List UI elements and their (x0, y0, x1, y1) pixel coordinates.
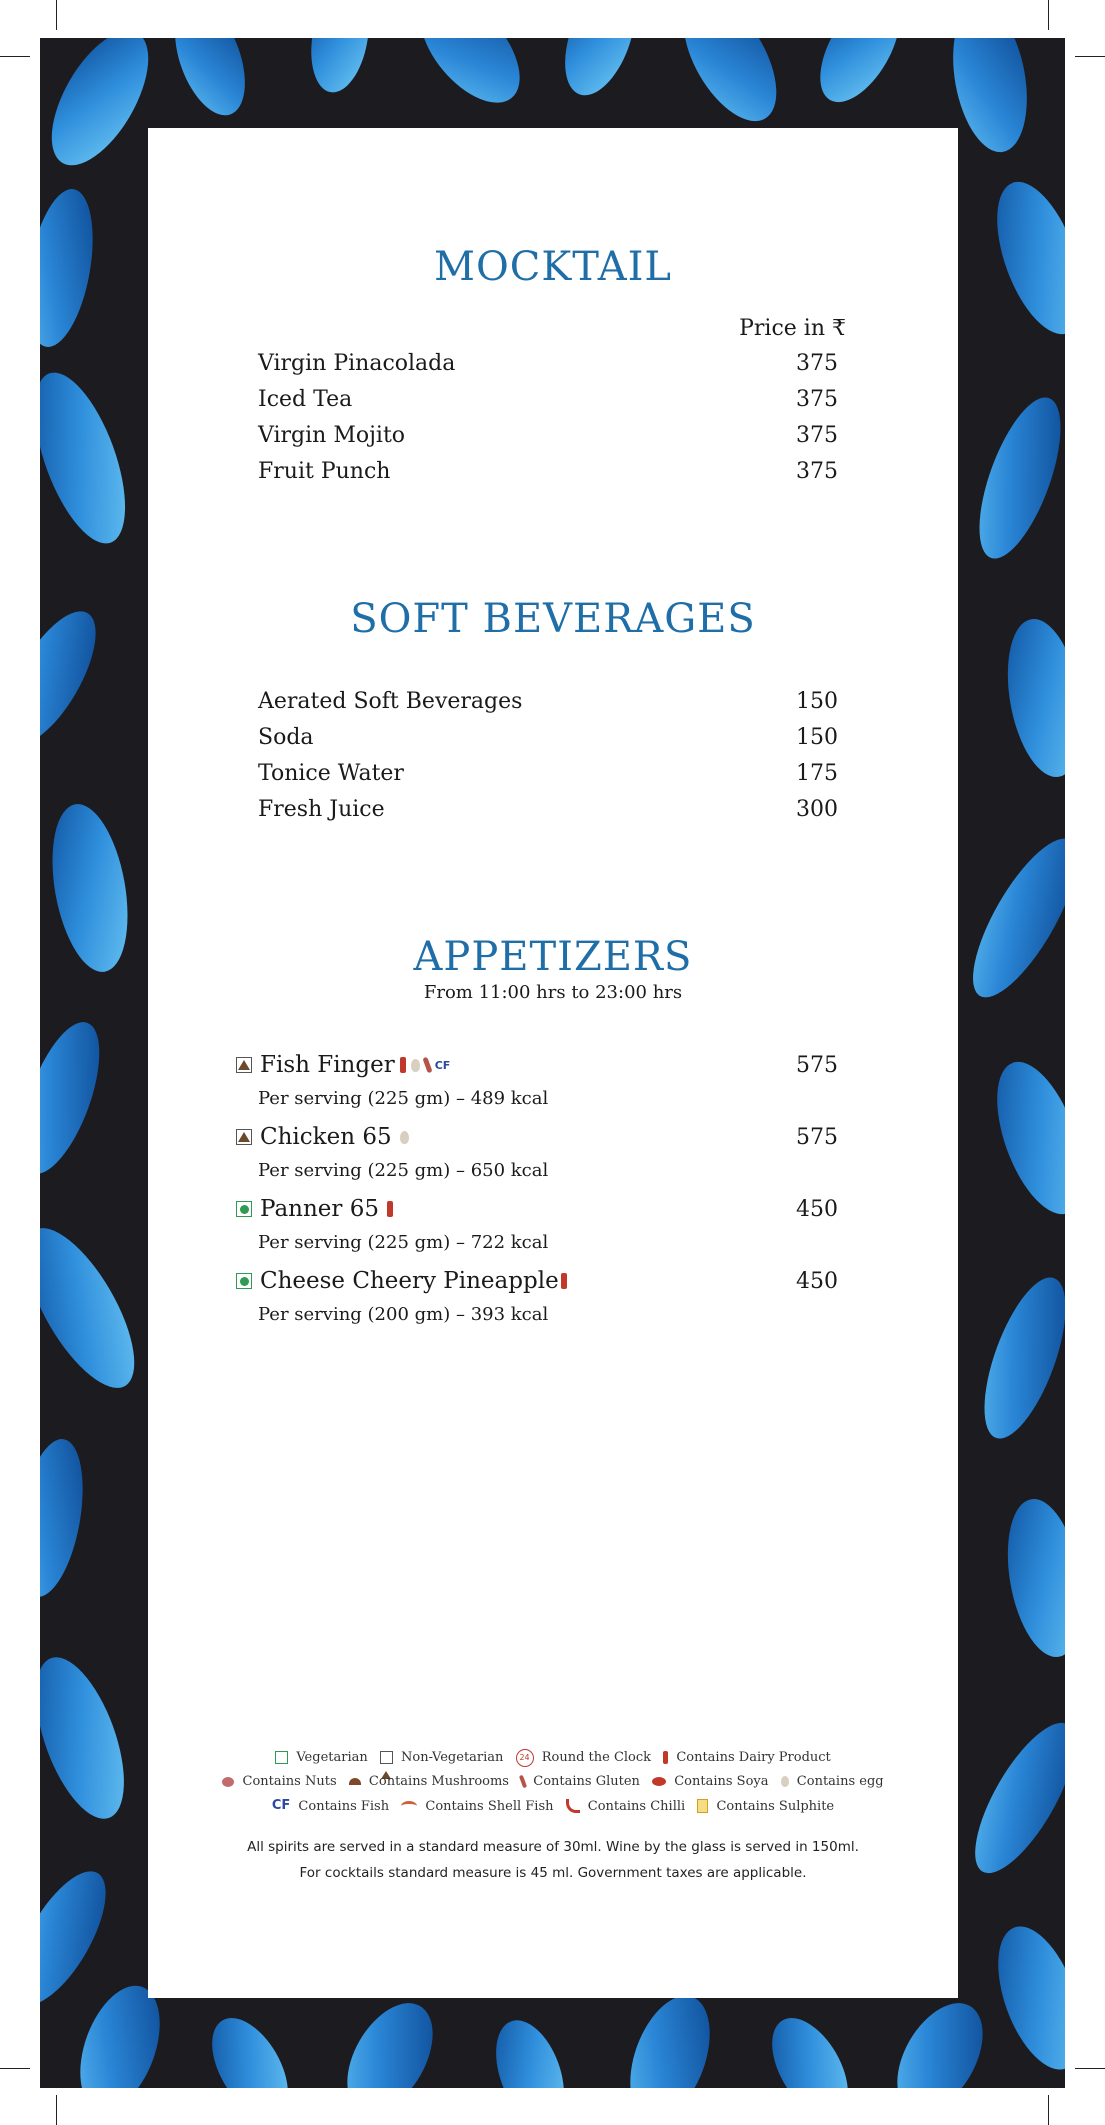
item-price: 175 (796, 760, 838, 786)
menu-panel (148, 128, 958, 1998)
decorative-petal (757, 2005, 864, 2088)
decorative-petal (197, 2005, 304, 2088)
crop-mark (56, 2095, 57, 2125)
item-name: Fish Finger (260, 1052, 395, 1078)
legend-item-shellfish: Contains Shell Fish (401, 1799, 557, 1814)
decorative-petal (40, 184, 103, 352)
item-name: Fresh Juice (258, 796, 385, 822)
non-veg-icon (236, 1129, 252, 1145)
section-title-soft-beverages: SOFT BEVERAGES (350, 596, 756, 642)
item-price: 450 (796, 1196, 838, 1222)
non-veg-icon (380, 1751, 393, 1764)
fish-icon: CF (434, 1058, 451, 1072)
item-name: Tonice Water (258, 760, 404, 786)
legend-item-vegetarian: Vegetarian (275, 1750, 372, 1765)
decorative-petal (615, 1985, 725, 2088)
dairy-icon (400, 1057, 406, 1073)
item-price: 375 (796, 422, 838, 448)
item-name: Soda (258, 724, 314, 750)
crop-mark (0, 2068, 30, 2069)
gluten-icon (422, 1057, 432, 1074)
item-serving-info: Per serving (225 gm) – 722 kcal (258, 1232, 549, 1253)
item-price: 575 (796, 1124, 838, 1150)
crop-mark (1048, 0, 1049, 30)
item-name: Virgin Mojito (258, 422, 406, 448)
decorative-petal (551, 38, 648, 105)
legend-item-soya: Contains Soya (652, 1774, 773, 1789)
legend-item-fish: CF Contains Fish (272, 1799, 393, 1814)
clock-icon: 24 (516, 1749, 534, 1767)
decorative-petal (980, 1051, 1065, 1225)
veg-icon (236, 1273, 252, 1289)
mushroom-icon (349, 1778, 361, 1785)
item-price: 150 (796, 688, 838, 714)
legend-item-non-vegetarian: Non-Vegetarian (380, 1750, 508, 1765)
crop-mark (56, 0, 57, 30)
legend-item-sulphite: Contains Sulphite (697, 1799, 834, 1814)
item-name: Fruit Punch (258, 458, 391, 484)
egg-icon (781, 1776, 789, 1787)
item-serving-info: Per serving (225 gm) – 489 kcal (258, 1088, 549, 1109)
item-price: 575 (796, 1052, 838, 1078)
footer-line: For cocktails standard measure is 45 ml. Government taxes are applicable. (299, 1865, 807, 1881)
item-name: Cheese Cheery Pineapple (260, 1268, 559, 1294)
item-serving-info: Per serving (225 gm) – 650 kcal (258, 1160, 549, 1181)
menu-item (236, 1264, 838, 1298)
decorative-petal (161, 38, 258, 125)
decorative-petal (880, 1989, 1001, 2088)
decorative-petal (40, 1434, 93, 1602)
footer-line: All spirits are served in a standard measure of 30ml. Wine by the glass is served in 150ml. (247, 1839, 859, 1855)
decorative-petal (40, 1858, 123, 2018)
crop-mark (1075, 2068, 1105, 2069)
legend-item-mushrooms: Contains Mushrooms (349, 1774, 513, 1789)
item-name: Panner 65 (260, 1196, 379, 1222)
menu-item (258, 346, 838, 380)
decorative-petal (303, 38, 376, 97)
item-price: 375 (796, 386, 838, 412)
footer-note (148, 1834, 958, 1886)
decorative-petal (981, 1916, 1065, 2081)
item-serving-info: Per serving (200 gm) – 393 kcal (258, 1304, 549, 1325)
chilli-icon (566, 1799, 580, 1813)
decorative-petal (40, 1213, 155, 1404)
decorative-petal (401, 38, 538, 120)
item-name: Aerated Soft Beverages (258, 688, 523, 714)
item-price: 150 (796, 724, 838, 750)
nuts-icon (222, 1777, 234, 1787)
legend-item-nuts: Contains Nuts (222, 1774, 340, 1789)
legend-item-round-the-clock: 24 Round the Clock (516, 1750, 656, 1765)
menu-item (258, 756, 838, 790)
menu-item (258, 720, 838, 754)
decorative-petal (40, 1646, 142, 1830)
decorative-petal (804, 38, 916, 115)
menu-item (236, 1048, 838, 1082)
decorative-petal (997, 613, 1065, 783)
menu-item (258, 454, 838, 488)
dairy-icon (663, 1751, 668, 1764)
veg-icon (236, 1201, 252, 1217)
menu-item (258, 382, 838, 416)
soya-icon (652, 1777, 666, 1786)
legend-item-gluten: Contains Gluten (521, 1774, 644, 1789)
egg-icon (411, 1059, 420, 1072)
gluten-icon (519, 1775, 527, 1789)
legend-item-dairy: Contains Dairy Product (663, 1750, 831, 1765)
shellfish-icon (401, 1801, 417, 1811)
appetizers-hours: From 11:00 hrs to 23:00 hrs (423, 982, 683, 1003)
crop-mark (1048, 2095, 1049, 2125)
item-price: 450 (796, 1268, 838, 1294)
decorative-petal (980, 171, 1065, 345)
non-veg-icon (236, 1057, 252, 1073)
veg-icon (275, 1751, 288, 1764)
decorative-petal (997, 1493, 1065, 1663)
decorative-petal (957, 1709, 1065, 1886)
decorative-petal (40, 598, 113, 758)
price-column-label: Price in ₹ (739, 316, 846, 341)
dairy-icon (387, 1201, 393, 1217)
menu-item (236, 1120, 838, 1154)
menu-item (258, 418, 838, 452)
item-price: 375 (796, 458, 838, 484)
item-price: 375 (796, 350, 838, 376)
sulphite-icon (697, 1799, 708, 1813)
decorative-petal (40, 361, 144, 554)
crop-mark (0, 56, 30, 57)
menu-item (258, 684, 838, 718)
allergen-legend (148, 1746, 958, 1819)
section-title-appetizers: APPETIZERS (413, 934, 693, 980)
item-name: Virgin Pinacolada (258, 350, 456, 376)
menu-item (236, 1192, 838, 1226)
decorative-petal (330, 1989, 451, 2088)
item-name: Iced Tea (258, 386, 353, 412)
section-title-mocktail: MOCKTAIL (434, 244, 672, 290)
decorative-petal (963, 388, 1065, 568)
legend-item-egg: Contains egg (781, 1774, 884, 1789)
item-price: 300 (796, 796, 838, 822)
crop-mark (1075, 56, 1105, 57)
decorative-petal (483, 2011, 577, 2088)
decorative-petal (40, 1013, 116, 1184)
decorative-petal (41, 798, 139, 978)
legend-item-chilli: Contains Chilli (566, 1799, 690, 1814)
dairy-icon (561, 1273, 567, 1289)
item-name: Chicken 65 (260, 1124, 392, 1150)
decorative-petal (968, 1268, 1065, 1448)
decorative-petal (665, 38, 796, 136)
egg-icon (400, 1131, 409, 1144)
menu-item (258, 792, 838, 826)
fish-icon: CF (271, 1798, 291, 1813)
decorative-petal (954, 825, 1065, 1011)
